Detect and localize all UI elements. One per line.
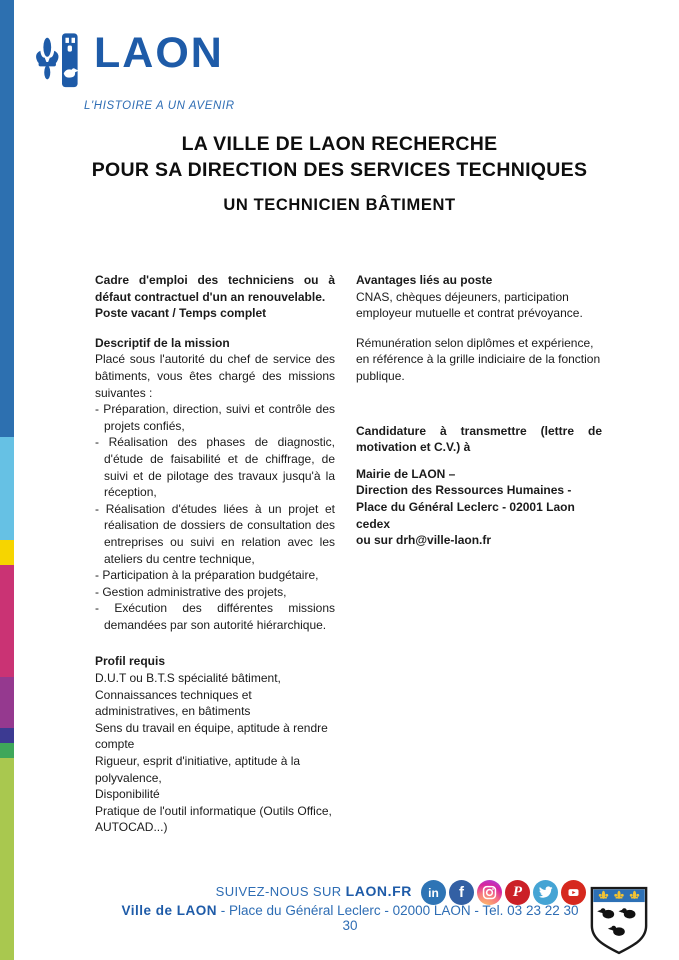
headline-line-2: POUR SA DIRECTION DES SERVICES TECHNIQUES bbox=[91, 159, 588, 181]
stripe-segment-green bbox=[0, 743, 14, 758]
mission-item: - Réalisation d'études liées à un projet et réalisation de dossiers de consultation des entreprises ou suivi en relation avec les ateliers du centre technique, bbox=[95, 501, 335, 566]
footer-address-rest: - Place du Général Leclerc - 02000 LAON - Tel. 03 23 22 30 30 bbox=[217, 903, 579, 933]
stripe-segment-indigo bbox=[0, 728, 14, 743]
linkedin-glyph: in bbox=[428, 885, 439, 900]
follow-prefix: SUIVEZ-NOUS SUR bbox=[215, 884, 346, 899]
mission-item: - Gestion administrative des projets, bbox=[95, 584, 287, 599]
follow-us-text bbox=[0, 883, 412, 899]
twitter-icon[interactable] bbox=[533, 880, 558, 905]
profile-heading: Profil requis bbox=[95, 654, 166, 669]
profile-item: Rigueur, esprit d'initiative, aptitude à la polyvalence, bbox=[95, 754, 301, 785]
mission-item: - Participation à la préparation budgétaire, bbox=[95, 568, 319, 583]
stripe-segment-magenta bbox=[0, 565, 14, 677]
email-line: ou sur drh@ville-laon.fr bbox=[356, 533, 492, 548]
right-column bbox=[356, 272, 602, 549]
contract-text: Cadre d'emploi des techniciens ou à défaut contractuel d'un an renouvelable. bbox=[95, 273, 335, 304]
facebook-glyph: f bbox=[459, 884, 464, 901]
stripe-segment-blue bbox=[0, 0, 14, 437]
benefits-text: CNAS, chèques déjeuners, participation employeur mutuelle et contrat prévoyance. bbox=[356, 289, 583, 321]
mission-heading: Descriptif de la mission bbox=[95, 335, 230, 350]
laon-coat-of-arms bbox=[588, 885, 650, 960]
mission-item: - Préparation, direction, suivi et contrôle des projets confiés, bbox=[95, 402, 335, 433]
profile-item: Sens du travail en équipe, aptitude à rendre compte bbox=[95, 720, 328, 752]
job-title: UN TECHNICIEN BÂTIMENT bbox=[223, 196, 456, 214]
footer-address bbox=[120, 903, 580, 933]
laon-logo bbox=[36, 29, 235, 112]
drh-line: Direction des Ressources Humaines - bbox=[356, 483, 572, 498]
footer-city-name: Ville de LAON bbox=[121, 903, 218, 918]
left-column bbox=[95, 272, 335, 836]
headline-line-1: LA VILLE DE LAON RECHERCHE bbox=[181, 133, 498, 155]
mission-intro: Placé sous l'autorité du chef de service des bâtiments, vous êtes chargé des missions suivantes : bbox=[95, 352, 335, 400]
profile-item: Pratique de l'outil informatique (Outils Office, AUTOCAD...) bbox=[95, 803, 332, 835]
position-text: Poste vacant / Temps complet bbox=[95, 306, 267, 321]
application-text: Candidature à transmettre (lettre de motivation et C.V.) à bbox=[356, 423, 602, 455]
facebook-icon[interactable] bbox=[449, 880, 474, 905]
logo-tagline: L'HISTOIRE A UN AVENIR bbox=[84, 100, 235, 112]
profile-item: Disponibilité bbox=[95, 787, 160, 802]
pinterest-glyph: P bbox=[512, 884, 523, 900]
fleur-de-lis-icon bbox=[36, 33, 88, 96]
headline-block bbox=[0, 131, 679, 215]
mission-item: - Exécution des différentes missions demandées par son autorité hiérarchique. bbox=[95, 601, 335, 632]
social-icons bbox=[421, 880, 586, 905]
mairie-line: Mairie de LAON – bbox=[356, 466, 456, 481]
stripe-segment-lightblue bbox=[0, 437, 14, 540]
profile-item: D.U.T ou B.T.S spécialité bâtiment, bbox=[95, 671, 281, 686]
instagram-icon[interactable] bbox=[477, 880, 502, 905]
postal-line: Place du Général Leclerc - 02001 Laon cedex bbox=[356, 499, 575, 531]
follow-site: LAON.FR bbox=[345, 883, 412, 899]
youtube-icon[interactable] bbox=[561, 880, 586, 905]
stripe-segment-purple bbox=[0, 677, 14, 728]
linkedin-icon[interactable] bbox=[421, 880, 446, 905]
stripe-segment-yellow bbox=[0, 540, 14, 565]
remuneration-text: Rémunération selon diplômes et expérience, en référence à la grille indiciaire de la fonction publique. bbox=[356, 335, 601, 383]
pinterest-icon[interactable] bbox=[505, 880, 530, 905]
mission-item: - Réalisation des phases de diagnostic, d'étude de faisabilité et de chiffrage, de suivi et de pilotage des travaux jusqu'à la réception, bbox=[95, 435, 335, 500]
benefits-heading: Avantages liés au poste bbox=[356, 273, 493, 287]
stripe-segment-lime bbox=[0, 758, 14, 960]
profile-item: Connaissances techniques et administratives, en bâtiments bbox=[95, 687, 252, 719]
logo-wordmark: LAON bbox=[94, 29, 224, 77]
